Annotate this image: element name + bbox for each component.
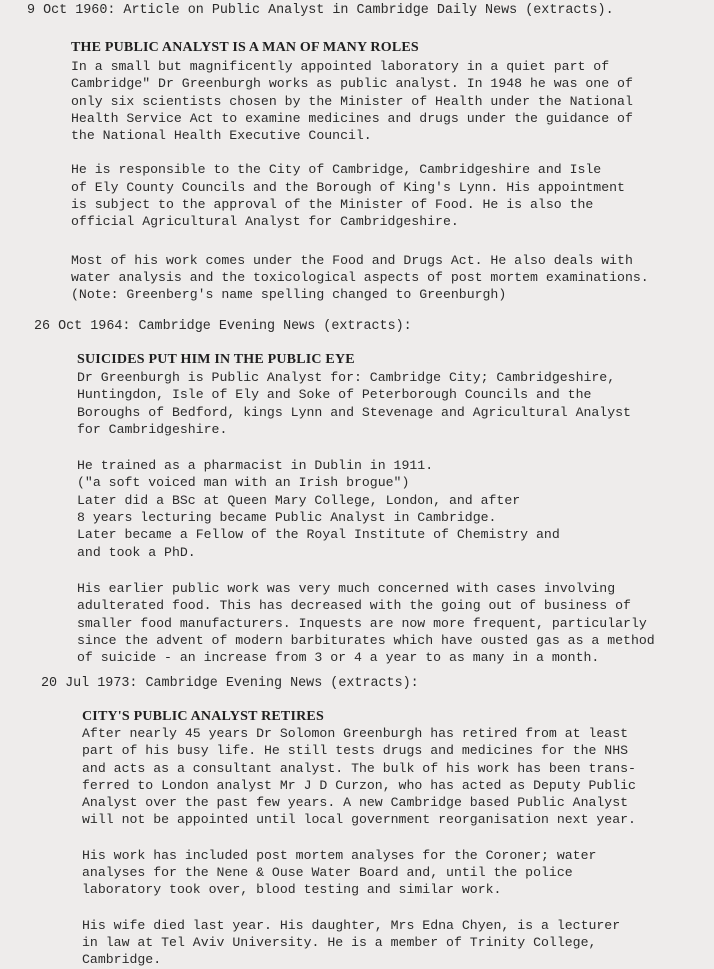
text-line: Analyst over the past few years. A new Cambridge based Public Analyst [82,795,629,811]
article-1960 [71,40,649,304]
text-line: Cambridge. [82,952,162,968]
text-line: Health Service Act to examine medicines and drugs under the guidance of [71,110,633,126]
section-date-line-1960: 9 Oct 1960: Article on Public Analyst in Cambridge Daily News (extracts). [27,3,614,18]
paragraph-1960-3 [71,252,649,304]
text-line: official Agricultural Analyst for Cambridgeshire. [71,214,459,230]
text-line: His earlier public work was very much concerned with cases involving [77,580,616,596]
text-line: 8 years lecturing became Public Analyst in Cambridge. [77,510,497,526]
text-line: water analysis and the toxicological aspects of post mortem examinations. [71,269,649,285]
text-line: Cambridge" Dr Greenburgh works as public analyst. In 1948 he was one of [71,76,633,92]
text-line: Huntingdon, Isle of Ely and Soke of Peterborough Councils and the [77,387,592,403]
text-line: part of his busy life. He still tests drugs and medicines for the NHS [82,743,629,759]
article-1964 [77,352,655,666]
headline-1973: CITY'S PUBLIC ANALYST RETIRES [82,709,324,724]
headline-1964: SUICIDES PUT HIM IN THE PUBLIC EYE [77,352,355,367]
text-line: (Note: Greenberg's name spelling changed to Greenburgh) [71,287,507,303]
paragraph-1964-2 [77,457,655,561]
text-line: Later became a Fellow of the Royal Institute of Chemistry and [77,527,560,543]
text-line: of Ely County Councils and the Borough of King's Lynn. His appointment [71,179,625,195]
text-line: analyses for the Nene & Ouse Water Board and, until the police [82,865,573,881]
text-line: Later did a BSc at Queen Mary College, London, and after [77,492,521,508]
text-line: the National Health Executive Council. [71,128,372,144]
text-line: for Cambridgeshire. [77,421,228,437]
text-line: of suicide - an increase from 3 or 4 a year to as many in a month. [77,650,600,666]
article-1973 [82,709,636,969]
paragraph-1964-3 [77,580,655,666]
paragraph-1973-3 [82,917,636,969]
text-line: His work has included post mortem analyses for the Coroner; water [82,847,597,863]
text-line: Boroughs of Bedford, kings Lynn and Stevenage and Agricultural Analyst [77,404,631,420]
text-line: smaller food manufacturers. Inquests are now more frequent, particularly [77,615,647,631]
text-line: laboratory took over, blood testing and similar work. [82,882,502,898]
section-date-line-1973: 20 Jul 1973: Cambridge Evening News (extracts): [41,676,419,691]
text-line: adulterated food. This has decreased with the going out of business of [77,598,631,614]
text-line: in law at Tel Aviv University. He is a member of Trinity College, [82,934,597,950]
text-line: only six scientists chosen by the Minister of Health under the National [71,93,633,109]
paragraph-1973-1 [82,725,636,829]
text-line: and took a PhD. [77,544,196,560]
paragraph-1960-2 [71,161,649,230]
headline-1960: THE PUBLIC ANALYST IS A MAN OF MANY ROLES [71,40,419,55]
paragraph-1960-1 [71,58,649,144]
section-date-line-1964: 26 Oct 1964: Cambridge Evening News (extracts): [34,319,412,334]
paragraph-1973-2 [82,847,636,899]
text-line: since the advent of modern barbiturates which have ousted gas as a method [77,632,655,648]
text-line: ferred to London analyst Mr J D Curzon, who has acted as Deputy Public [82,777,636,793]
text-line: ("a soft voiced man with an Irish brogue") [77,475,410,491]
text-line: Most of his work comes under the Food and Drugs Act. He also deals with [71,252,633,268]
text-line: He is responsible to the City of Cambridge, Cambridgeshire and Isle [71,162,602,178]
text-line: is subject to the approval of the Minister of Food. He is also the [71,197,594,213]
text-line: He trained as a pharmacist in Dublin in 1911. [77,458,434,474]
text-line: After nearly 45 years Dr Solomon Greenburgh has retired from at least [82,726,629,741]
text-line: will not be appointed until local government reorganisation next year. [82,812,636,828]
text-line: In a small but magnificently appointed laboratory in a quiet part of [71,59,610,74]
text-line: His wife died last year. His daughter, Mrs Edna Chyen, is a lecturer [82,917,621,933]
text-line: Dr Greenburgh is Public Analyst for: Cambridge City; Cambridgeshire, [77,370,616,385]
paragraph-1964-1 [77,369,655,438]
text-line: and acts as a consultant analyst. The bulk of his work has been trans- [82,760,636,776]
